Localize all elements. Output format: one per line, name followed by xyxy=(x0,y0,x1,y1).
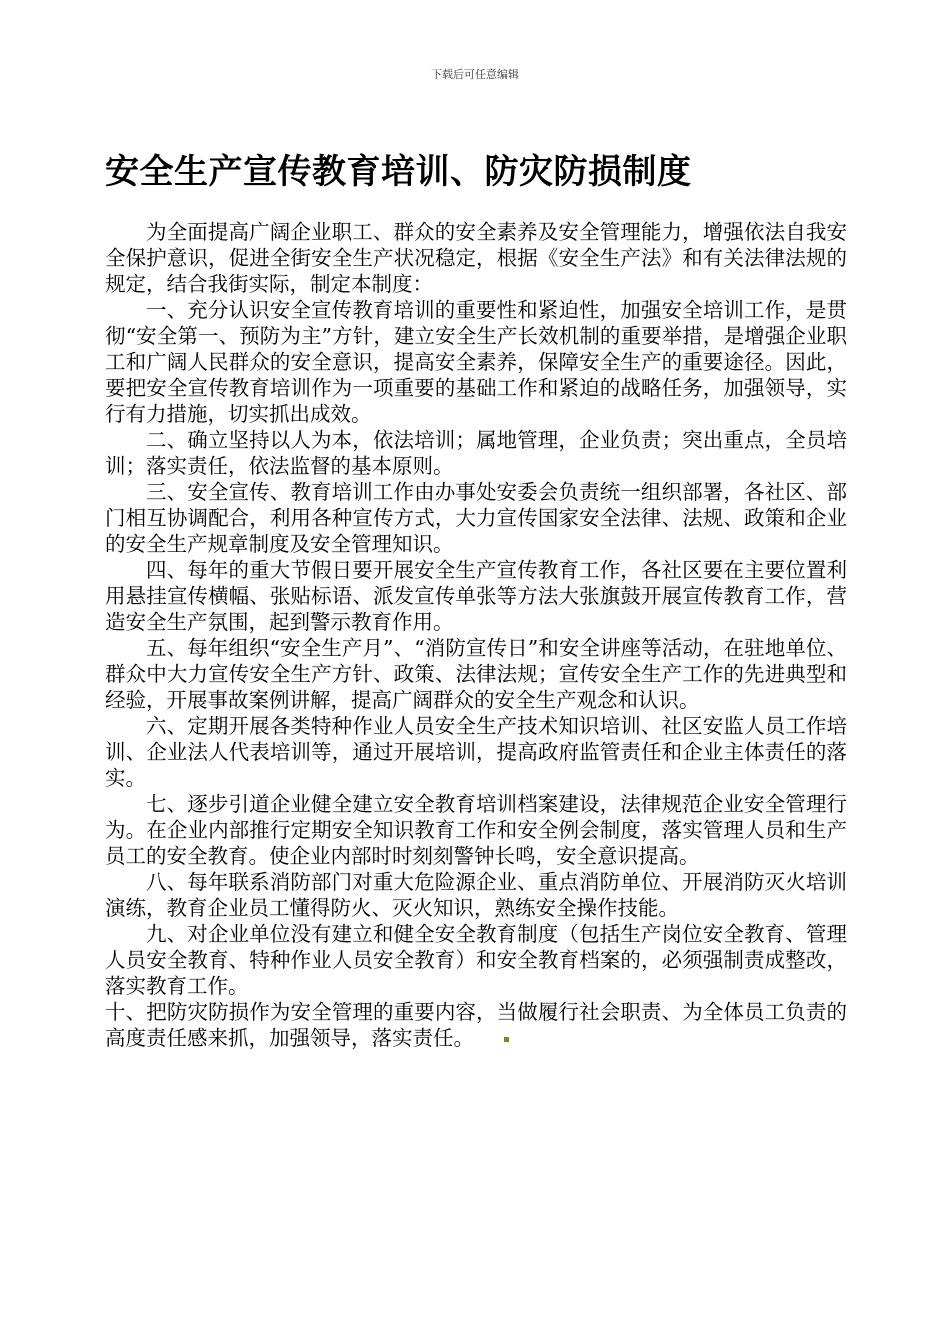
paragraph-10-text: 十、把防灾防损作为安全管理的重要内容，当做履行社会职责、为全体员工负责的高度责任感来抓，加强领导，落实责任。 xyxy=(105,1000,847,1050)
paragraph-8: 八、每年联系消防部门对重大危险源企业、重点消防单位、开展消防灭火培训演练，教育企业员工懂得防火、灭火知识，熟练安全操作技能。 xyxy=(105,870,847,920)
paragraph-1: 一、充分认识安全宣传教育培训的重要性和紧迫性，加强安全培训工作，是贯彻“安全第一、预防为主”方针，建立安全生产长效机制的重要举措，是增强企业职工和广阔人民群众的安全意识，提高安全素养，保障安全生产的重要途径。因此，要把安全宣传教育培训作为一项重要的基础工作和紧迫的战略任务，加强领导，实行有力措施，切实抓出成效。 xyxy=(105,298,847,426)
paragraph-6: 六、定期开展各类特种作业人员安全生产技术知识培训、社区安监人员工作培训、企业法人代表培训等，通过开展培训，提高政府监管责任和企业主体责任的落实。 xyxy=(105,714,847,790)
header-note: 下载后可任意编辑 xyxy=(431,68,519,81)
paragraph-7: 七、逐步引道企业健全建立安全教育培训档案建设，法律规范企业安全管理行为。在企业内部推行定期安全知识教育工作和安全例会制度，落实管理人员和生产员工的安全教育。使企业内部时时刻刻警钟长鸣，安全意识提高。 xyxy=(105,792,847,868)
paragraph-2: 二、确立坚持以人为本，依法培训；属地管理，企业负责；突出重点，全员培训；落实责任，依法监督的基本原则。 xyxy=(105,428,847,478)
paragraph-9: 九、对企业单位没有建立和健全安全教育制度（包括生产岗位安全教育、管理人员安全教育、特种作业人员安全教育）和安全教育档案的，必须强制责成整改，落实教育工作。 xyxy=(105,922,847,998)
document-body xyxy=(105,219,847,1051)
paragraph-3: 三、安全宣传、教育培训工作由办事处安委会负责统一组织部署，各社区、部门相互协调配合，利用各种宣传方式，大力宣传国家安全法律、法规、政策和企业的安全生产规章制度及安全管理知识。 xyxy=(105,480,847,556)
end-marker-icon xyxy=(504,1037,509,1042)
paragraph-4: 四、每年的重大节假日要开展安全生产宣传教育工作，各社区要在主要位置利用悬挂宣传横幅、张贴标语、派发宣传单张等方法大张旗鼓开展宣传教育工作，营造安全生产氛围，起到警示教育作用。 xyxy=(105,558,847,634)
paragraph-5: 五、每年组织“安全生产月”、“消防宣传日”和安全讲座等活动，在驻地单位、群众中大力宣传安全生产方针、政策、法律法规；宣传安全生产工作的先进典型和经验，开展事故案例讲解，提高广阔群众的安全生产观念和认识。 xyxy=(105,636,847,712)
paragraph-10 xyxy=(105,999,847,1051)
paragraph-intro: 为全面提高广阔企业职工、群众的安全素养及安全管理能力，增强依法自我安全保护意识，促进全街安全生产状况稳定，根据《安全生产法》和有关法律法规的规定，结合我街实际，制定本制度： xyxy=(105,220,847,296)
document-title: 安全生产宣传教育培训、防灾防损制度 xyxy=(105,152,692,192)
